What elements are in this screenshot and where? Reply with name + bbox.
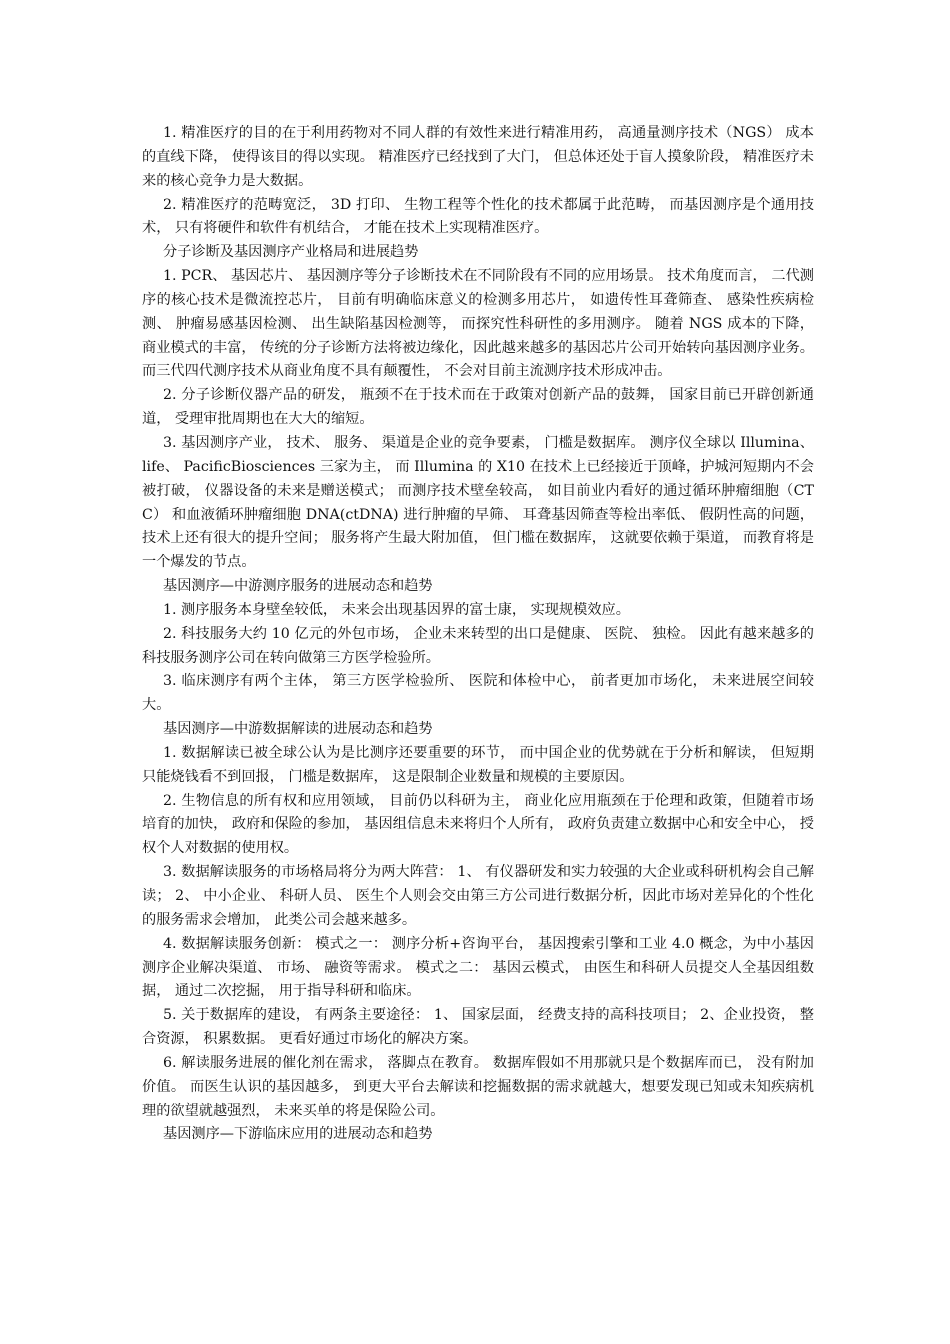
- paragraph: 2. 精准医疗的范畴宽泛， 3D 打印、 生物工程等个性化的技术都属于此范畴， 而基因测序是个通用技术， 只有将硬件和软件有机结合， 才能在技术上实现精准医疗。: [142, 196, 814, 237]
- paragraph: 1. PCR、 基因芯片、 基因测序等分子诊断技术在不同阶段有不同的应用场景。 技术角度而言， 二代测序的核心技术是微流控芯片， 目前有明确临床意义的检测多用芯片， 如遗传性耳聋筛查、 感染性疾病检测、 肿瘤易感基因检测、 出生缺陷基因检测等， 而探究性科研性的多用测序。 随着 NGS 成本的下降， 商业模式的丰富， 传统的分子诊断方法将被边缘化，因此越来越多的基因芯片公司开始转向基因测序业务。而三代四代测序技术从商业角度不具有颠覆性， 不会对目前主流测序技术形成冲击。: [142, 268, 819, 380]
- paragraph: 1. 数据解读已被全球公认为是比测序还要重要的环节， 而中国企业的优势就在于分析和解读， 但短期只能烧钱看不到回报， 门槛是数据库， 这是限制企业数量和规模的主要原因。: [142, 744, 814, 785]
- paragraph: 1. 精准医疗的目的在于利用药物对不同人群的有效性来进行精准用药， 高通量测序技术（NGS） 成本的直线下降， 使得该目的得以实现。 精准医疗已经找到了大门， 但总体还处于盲人摸象阶段， 精准医疗未来的核心竞争力是大数据。: [142, 125, 814, 189]
- section-heading: 基因测序—中游数据解读的进展动态和趋势: [163, 721, 433, 738]
- section-heading: 基因测序—中游测序服务的进展动态和趋势: [163, 578, 433, 595]
- section-heading: 基因测序—下游临床应用的进展动态和趋势: [163, 1126, 433, 1143]
- document-page: [142, 122, 819, 1147]
- paragraph: 4. 数据解读服务创新： 模式之一： 测序分析+咨询平台， 基因搜索引擎和工业 4.0 概念，为中小基因测序企业解决渠道、 市场、 融资等需求。 模式之二： 基因云模式， 由医生和科研人员提交人全基因组数据， 通过二次挖掘， 用于指导科研和临床。: [142, 935, 814, 1000]
- paragraph: 3. 数据解读服务的市场格局将分为两大阵营： 1、 有仪器研发和实力较强的大企业或科研机构会自己解读； 2、 中小企业、 科研人员、 医生个人则会交由第三方公司进行数据分析，因此市场对差异化的个性化的服务需求会增加， 此类公司会越来越多。: [142, 864, 814, 928]
- paragraph: 3. 基因测序产业， 技术、 服务、 渠道是企业的竞争要素， 门槛是数据库。 测序仪全球以 Illumina、 life、 PacificBiosciences 三家为主， 而 Illumina 的 X10 在技术上已经接近于顶峰，护城河短期内不会被打破， 仪器设备的未来是赠送模式； 而测序技术壁垒较高， 如目前业内看好的通过循环肿瘤细胞（CTC） 和血液循环肿瘤细胞 DNA(ctDNA) 进行肿瘤的早筛、 耳聋基因筛查等检出率低、 假阴性高的问题， 技术上还有很大的提升空间； 服务将产生最大附加值， 但门槛在数据库， 这就要依赖于渠道， 而教育将是一个爆发的节点。: [142, 434, 819, 571]
- paragraph: 6. 解读服务进展的催化剂在需求， 落脚点在教育。 数据库假如不用那就只是个数据库而已， 没有附加价值。 而医生认识的基因越多， 到更大平台去解读和挖掘数据的需求就越大，想要发现已知或未知疾病机理的欲望就越强烈， 未来买单的将是保险公司。: [142, 1054, 814, 1119]
- paragraph: 5. 关于数据库的建设， 有两条主要途径： 1、 国家层面， 经费支持的高科技项目； 2、企业投资， 整合资源， 积累数据。 更看好通过市场化的解决方案。: [142, 1007, 814, 1048]
- paragraph: 2. 生物信息的所有权和应用领域， 目前仍以科研为主， 商业化应用瓶颈在于伦理和政策，但随着市场培育的加快， 政府和保险的参加， 基因组信息未来将归个人所有， 政府负责建立数据中心和安全中心， 授权个人对数据的使用权。: [142, 792, 814, 857]
- paragraph: 1. 测序服务本身壁垒较低， 未来会出现基因界的富士康， 实现规模效应。: [163, 601, 630, 618]
- paragraph: 3. 临床测序有两个主体， 第三方医学检验所、 医院和体检中心， 前者更加市场化， 未来进展空间较大。: [142, 673, 814, 714]
- paragraph: 2. 科技服务大约 10 亿元的外包市场， 企业未来转型的出口是健康、 医院、 独检。 因此有越来越多的科技服务测序公司在转向做第三方医学检验所。: [142, 625, 814, 666]
- section-heading: 分子诊断及基因测序产业格局和进展趋势: [163, 244, 419, 261]
- paragraph: 2. 分子诊断仪器产品的研发， 瓶颈不在于技术而在于政策对创新产品的鼓舞， 国家目前已开辟创新通道， 受理审批周期也在大大的缩短。: [142, 387, 814, 428]
